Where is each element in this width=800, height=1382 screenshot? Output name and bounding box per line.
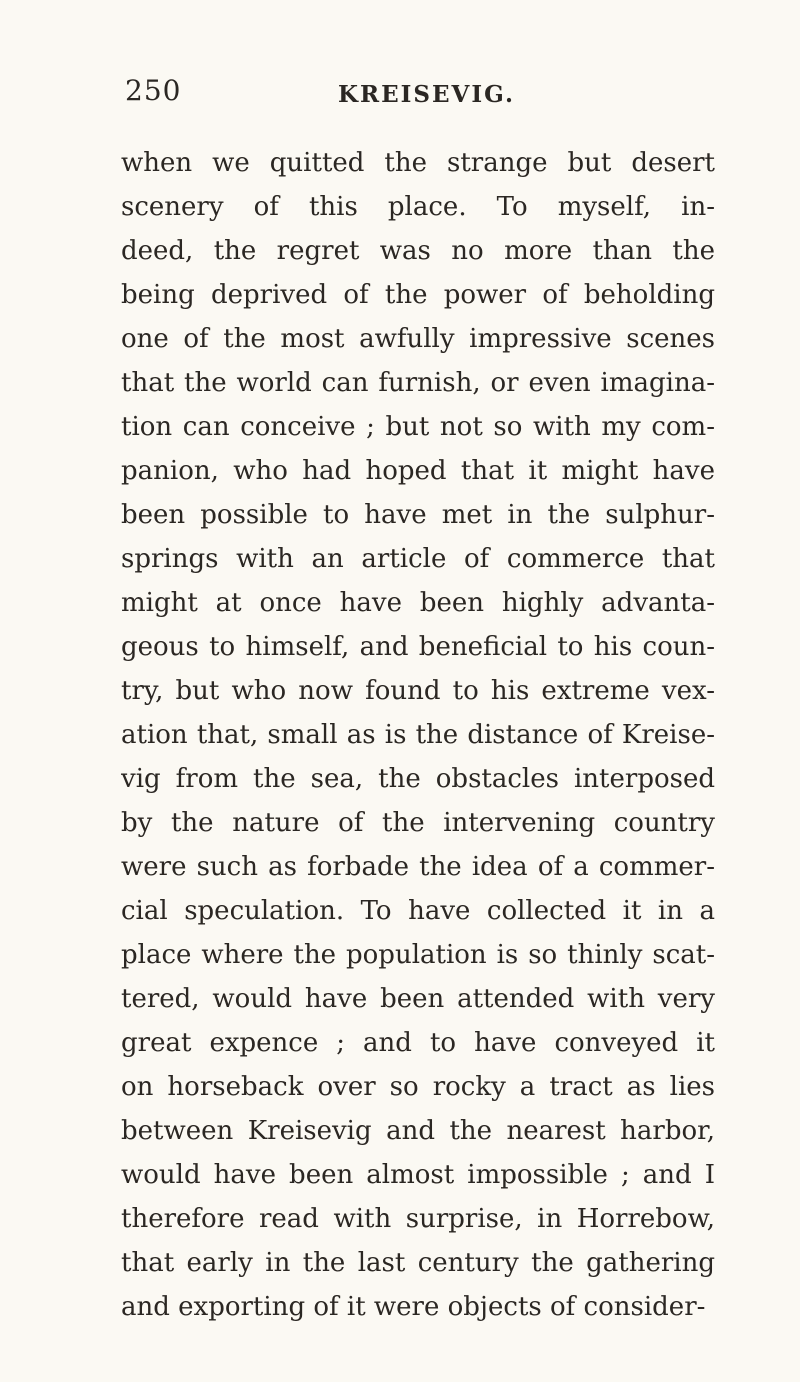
text-line: ation that, small as is the distance of Kreise- [121, 720, 715, 750]
text-line: on horseback over so rocky a tract as lies [121, 1072, 715, 1102]
text-line: that the world can furnish, or even imagina- [121, 368, 715, 398]
page-number: 250 [125, 74, 182, 107]
text-line: that early in the last century the gathering [121, 1248, 715, 1278]
text-line: springs with an article of commerce that [121, 544, 715, 574]
text-line: therefore read with surprise, in Horrebow, [121, 1204, 715, 1234]
text-line: scenery of this place. To myself, in- [121, 192, 715, 222]
text-line: deed, the regret was no more than the [121, 236, 715, 266]
text-line: when we quitted the strange but desert [121, 148, 715, 178]
text-line: and exporting of it were objects of consider- [121, 1292, 706, 1322]
text-line: been possible to have met in the sulphur- [121, 500, 715, 530]
text-line: tered, would have been attended with very [121, 984, 715, 1014]
body-text [121, 141, 715, 1329]
text-line: geous to himself, and beneficial to his coun- [121, 632, 715, 662]
text-line: cial speculation. To have collected it in a [121, 896, 715, 926]
text-line: tion can conceive ; but not so with my com- [121, 412, 715, 442]
text-line: place where the population is so thinly scat- [121, 940, 715, 970]
text-line: panion, who had hoped that it might have [121, 456, 715, 486]
running-title: KREISEVIG. [338, 81, 515, 108]
text-line: between Kreisevig and the nearest harbor, [121, 1116, 715, 1146]
text-line: try, but who now found to his extreme vex- [121, 676, 715, 706]
text-line: one of the most awfully impressive scenes [121, 324, 715, 354]
text-line: vig from the sea, the obstacles interposed [121, 764, 715, 794]
text-line: were such as forbade the idea of a commer- [121, 852, 715, 882]
text-line: being deprived of the power of beholding [121, 280, 715, 310]
text-line: great expence ; and to have conveyed it [121, 1028, 715, 1058]
text-line: might at once have been highly advanta- [121, 588, 715, 618]
text-line: would have been almost impossible ; and I [121, 1160, 715, 1190]
text-line: by the nature of the intervening country [121, 808, 715, 838]
